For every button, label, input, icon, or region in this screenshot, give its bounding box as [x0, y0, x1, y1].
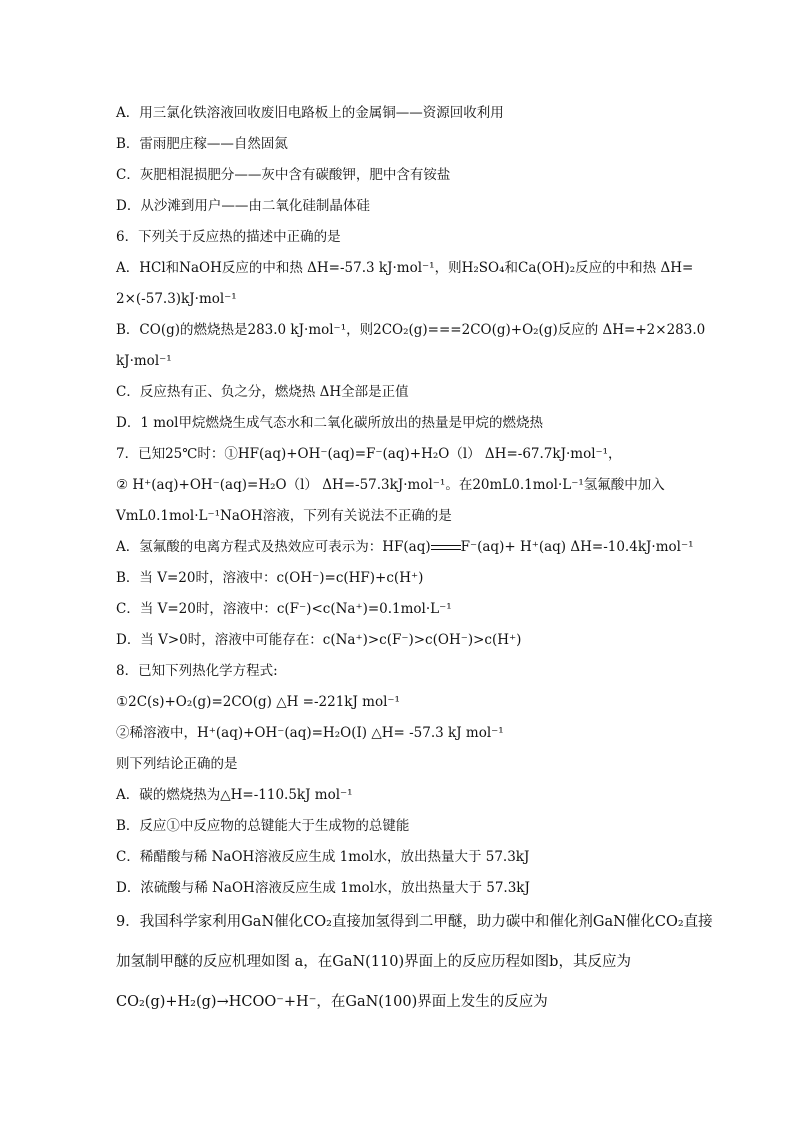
q7-option-a-right: F⁻(aq)+ H⁺(aq) ΔH=-10.4kJ·mol⁻¹: [460, 539, 694, 555]
q7-option-a: [116, 538, 693, 556]
q8-option-d: D．浓硫酸与稀 NaOH溶液反应生成 1mol水，放出热量大于 57.3kJ: [116, 880, 530, 896]
q5-option-c: C．灰肥相混损肥分——灰中含有碳酸钾，肥中含有铵盐: [116, 167, 451, 183]
q8-option-a: A．碳的燃烧热为△H=-110.5kJ mol⁻¹: [116, 787, 353, 803]
q5-option-b: B．雷雨肥庄稼——自然固氮: [116, 136, 288, 152]
q7-stem-line3: VmL0.1mol·L⁻¹NaOH溶液，下列有关说法不正确的是: [116, 508, 452, 524]
q7-stem-line1: 7．已知25℃时：①HF(aq)+OH⁻(aq)=F⁻(aq)+H₂O（l） ΔH=-67.7kJ·mol⁻¹，: [116, 446, 622, 462]
q9-stem-line2: 加氢制甲醚的反应机理如图 a，在GaN(110)界面上的反应历程如图b，其反应为: [116, 954, 631, 970]
q7-option-a-left: A．氢氟酸的电离方程式及热效应可表示为：HF(aq): [116, 539, 431, 555]
q8-option-b: B．反应①中反应物的总键能大于生成物的总键能: [116, 818, 410, 834]
q6-option-a-line1: A．HCl和NaOH反应的中和热 ΔH=-57.3 kJ·mol⁻¹，则H₂SO₄和Ca(OH)₂反应的中和热 ΔH=: [116, 260, 694, 276]
q6-option-b-line1: B．CO(g)的燃烧热是283.0 kJ·mol⁻¹，则2CO₂(g)===2CO(g)+O₂(g)反应的 ΔH=+2×283.0: [116, 322, 706, 338]
q8-equation-1: ①2C(s)+O₂(g)=2CO(g) △H =-221kJ mol⁻¹: [116, 694, 400, 710]
q9-stem-line3: CO₂(g)+H₂(g)→HCOO⁻+H⁻，在GaN(100)界面上发生的反应为: [116, 994, 548, 1010]
equilibrium-arrow-icon: [431, 543, 461, 553]
q7-option-c: C．当 V=20时，溶液中：c(F⁻)<c(Na⁺)=0.1mol·L⁻¹: [116, 601, 452, 617]
q5-option-d: D．从沙滩到用户——由二氧化硅制晶体硅: [116, 198, 370, 214]
q9-stem-line1: 9．我国科学家利用GaN催化CO₂直接加氢得到二甲醚，助力碳中和催化剂GaN催化CO₂直接: [116, 914, 713, 930]
q8-equation-2: ②稀溶液中，H⁺(aq)+OH⁻(aq)=H₂O(I) △H= -57.3 kJ mol⁻¹: [116, 725, 504, 741]
q6-stem: 6．下列关于反应热的描述中正确的是: [116, 229, 341, 245]
q6-option-d: D．1 mol甲烷燃烧生成气态水和二氧化碳所放出的热量是甲烷的燃烧热: [116, 415, 543, 431]
q7-option-b: B．当 V=20时，溶液中：c(OH⁻)=c(HF)+c(H⁺): [116, 570, 424, 586]
q8-option-c: C．稀醋酸与稀 NaOH溶液反应生成 1mol水，放出热量大于 57.3kJ: [116, 849, 530, 865]
q8-stem: 8．已知下列热化学方程式:: [116, 663, 278, 679]
q6-option-a-line2: 2×(-57.3)kJ·mol⁻¹: [116, 291, 237, 307]
q8-prompt: 则下列结论正确的是: [116, 756, 238, 772]
q7-stem-line2: ② H⁺(aq)+OH⁻(aq)=H₂O（l） ΔH=-57.3kJ·mol⁻¹。在20mL0.1mol·L⁻¹氢氟酸中加入: [116, 477, 665, 493]
q6-option-b-line2: kJ·mol⁻¹: [116, 353, 172, 369]
q5-option-a: A．用三氯化铁溶液回收废旧电路板上的金属铜——资源回收利用: [116, 105, 504, 121]
q6-option-c: C．反应热有正、负之分，燃烧热 ΔH全部是正值: [116, 384, 409, 400]
q7-option-d: D．当 V>0时，溶液中可能存在：c(Na⁺)>c(F⁻)>c(OH⁻)>c(H⁺): [116, 632, 522, 648]
